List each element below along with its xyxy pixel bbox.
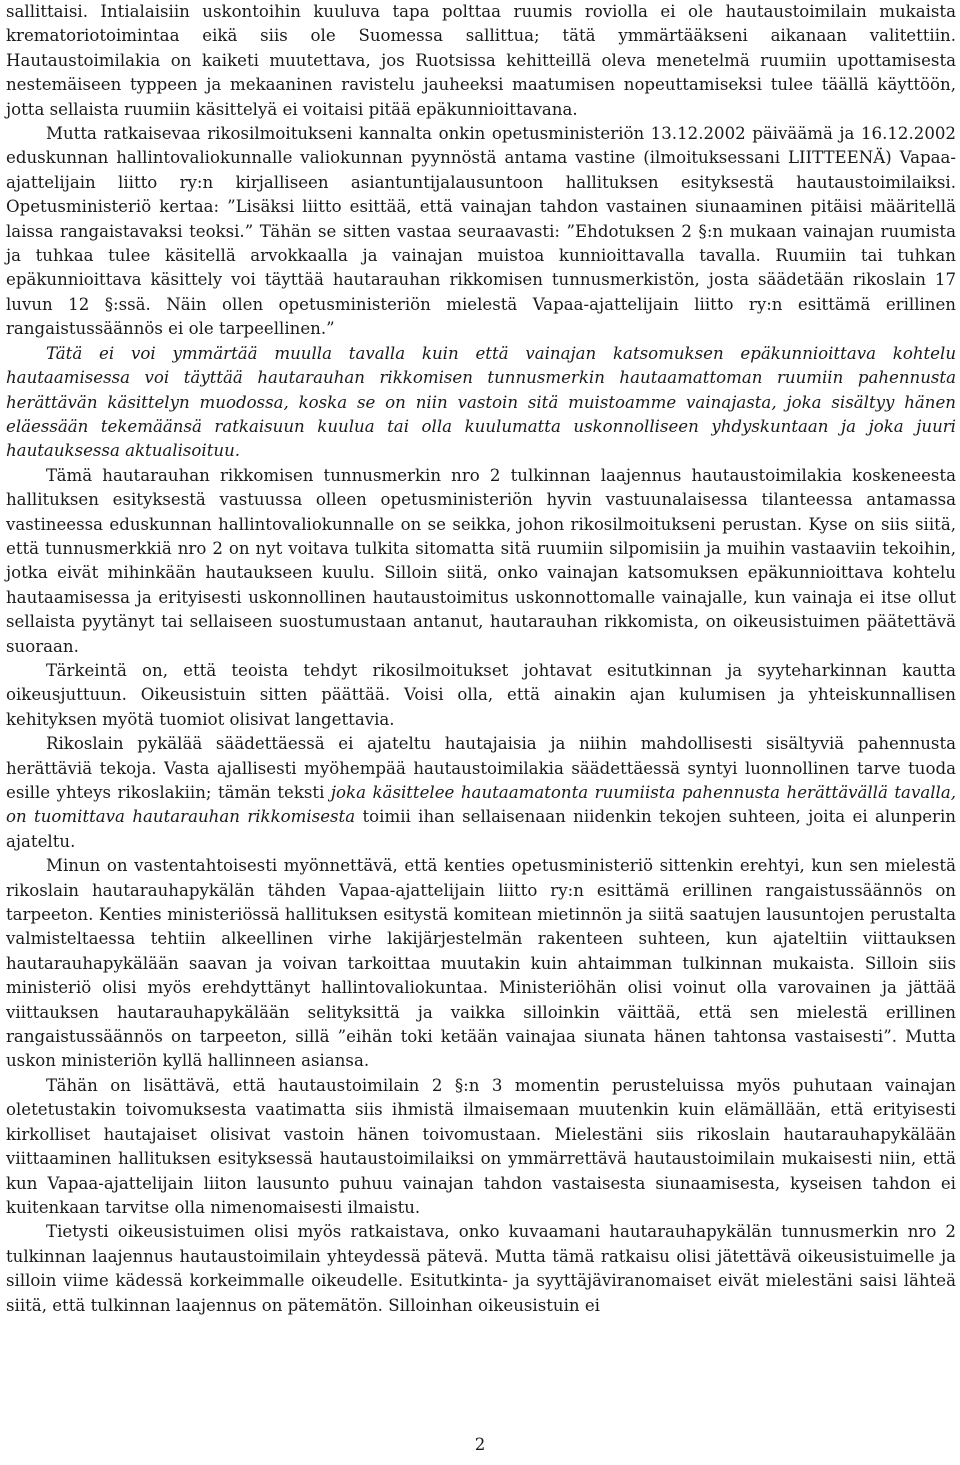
text-run: Mutta ratkaisevaa rikosilmoitukseni kannalta onkin opetusministeriön 13.12.2002 päiväämä ja 16.12.2002 eduskunnan hallintovaliokunnalle valiokunnan pyynnöstä antama vastine (ilmoituksessani LIITTEENÄ) Vapaa-ajattelijain liitto ry:n kirjalliseen asiantuntijalausuntoon hallituksen esityksestä hautaustoimilaiksi. Opetusministeriö kertaa: ”Lisäksi liitto esittää, että vainajan tahdon vastainen siunaaminen pitäisi määritellä laissa rangaistavaksi teoksi.” Tähän se sitten vastaa seuraavasti: ”Ehdotuksen 2 §:n mukaan vainajan ruumista ja tuhkaa tulee käsitellä arvokkaalla ja vainajan muistoa kunnioittavalla tavalla. Ruumiin tai tuhkan epäkunnioittava käsittely voi täyttää hautarauhan rikkomisen tunnusmerkistön, josta säädetään rikoslain 17 luvun 12 §:ssä. Näin ollen opetusministeriön mielestä Vapaa-ajattelijain liitto ry:n esittämä erillinen rangaistussäännös ei ole tarpeellinen.” <box>6 124 956 339</box>
text-run: Rikoslain pykälää säädettäessä ei ajateltu hautajaisia ja niihin mahdollisesti sisältyviä pahennusta herättäviä tekoja. Vasta ajallisesti myöhempää hautaustoimilakia säädettäessä syntyi luonnollinen tarve tuoda esille yhteys rikoslakiin; tämän teksti <box>6 734 956 802</box>
italic-text-run: joka käsittelee hautaamatonta ruumiista pahennusta herättävällä tavalla, on tuomittava hautarauhan rikkomisesta <box>6 783 956 827</box>
paragraph <box>6 854 956 1074</box>
text-run: Tärkeintä on, että teoista tehdyt rikosilmoitukset johtavat esitutkinnan ja syyteharkinnan kautta oikeusjuttuun. Oikeusistuin sitten päättää. Voisi olla, että ainakin ajan kulumisen ja yhteiskunnallisen kehityksen myötä tuomiot olisivat langettavia. <box>6 660 956 729</box>
page-number: 2 <box>474 1435 486 1454</box>
italic-text-run: Tätä ei voi ymmärtää muulla tavalla kuin että vainajan katsomuksen epäkunnioittava kohtelu hautaamisessa voi täyttää hautarauhan rikkomisen tunnusmerkin hautaamattoman ruumiin pahennusta herättävän käsittelyn muodossa, koska se on niin vastoin sitä muistoamme vainajasta, joka sisältyy hänen eläessään tekemäänsä ratkaisuun kuulua tai olla kuulumatta uskonnolliseen yhdyskuntaan ja joka juuri hautauksessa aktualisoituu. <box>6 343 956 461</box>
paragraph <box>6 0 956 122</box>
paragraph <box>6 732 956 854</box>
text-run: Minun on vastentahtoisesti myönnettävä, että kenties opetusministeriö sittenkin erehtyi, kun sen mielestä rikoslain hautarauhapykälän tähden Vapaa-ajattelijain liitto ry:n esittämä erillinen rangaistussäännös on tarpeeton. Kenties ministeriössä hallituksen esitystä komitean mietinnön ja siitä saatujen lausuntojen perustalta valmisteltaessa tehtiin alkeellinen virhe lakijärjestelmän rakenteen suhteen, kun ajateltiin viittauksen hautarauhapykälään saavan ja voivan tarkoittaa muutakin kuin ahtaimman tulkinnan mukaista. Silloin siis ministeriö olisi myös erehdyttänyt hallintovaliokuntaa. Ministeriöhän olisi voinut olla varovainen ja jättää viittauksen hautarauhapykälään selityksittä ja vaikka silloinkin väittää, että sen mielestä erillinen rangaistussäännös on tarpeeton, sillä ”eihän toki ketään vainajaa siunata hänen tahtonsa vastaisesti”. Mutta uskon ministeriön kyllä hallinneen asiansa. <box>6 856 956 1071</box>
paragraph <box>6 1074 956 1220</box>
text-run: Tämä hautarauhan rikkomisen tunnusmerkin nro 2 tulkinnan laajennus hautaustoimilakia koskeneesta hallituksen esityksestä vastuussa olleen opetusministeriön hyvin vastuunalaisessa tilanteessa antamassa vastineessa eduskunnan hallintovaliokunnalle on se seikka, johon rikosilmoitukseni perustan. Kyse on siis siitä, että tunnusmerkkiä nro 2 on nyt voitava tulkita sitomatta sitä ruumiin silpomisiin ja muihin vastaaviin tekoihin, jotka eivät mihinkään hautaukseen kuulu. Silloin siitä, onko vainajan katsomuksen epäkunnioittava kohtelu hautaamisessa ja erityisesti uskonnollinen hautaustoimitus uskonnottomalle vainajalle, kun vainaja ei itse ollut sellaista pyytänyt tai sellaiseen suostumustaan antanut, hautarauhan rikkomista, on oikeusistuimen päätettävä suoraan. <box>6 465 956 656</box>
paragraph <box>6 122 956 342</box>
document-body <box>6 0 956 1318</box>
paragraph <box>6 659 956 732</box>
paragraph <box>6 464 956 659</box>
text-run: Tietysti oikeusistuimen olisi myös ratkaistava, onko kuvaamani hautarauhapykälän tunnusmerkin nro 2 tulkinnan laajennus hautaustoimilain yhteydessä pätevä. Mutta tämä ratkaisu olisi jätettävä oikeusistuimelle ja silloin viime kädessä korkeimmalle oikeudelle. Esitutkinta- ja syyttäjäviranomaiset eivät mielestäni saisi lähteä siitä, että tulkinnan laajennus on pätemätön. Silloinhan oikeusistuin ei <box>6 1222 956 1315</box>
text-run: Tähän on lisättävä, että hautaustoimilain 2 §:n 3 momentin perusteluissa myös puhutaan vainajan oletetustakin toivomuksesta vaatimatta siis ihmistä ilmaisemaan muutenkin kuin elämällään, että erityisesti kirkolliset hautajaiset olisivat vastoin hänen toivomustaan. Mielestäni siis rikoslain hautarauhapykälään viittaaminen hallituksen esityksessä hautaustoimilaiksi on ymmärrettävä hautaustoimilain mukaisesti niin, että kun Vapaa-ajattelijain liiton lausunto puhuu vainajan tahdon vastaisesta siunaamisesta, kyseisen tahdon ei kuitenkaan tarvitse olla nimenomaisesti ilmaistu. <box>6 1075 956 1217</box>
text-run: sallittaisi. Intialaisiin uskontoihin kuuluva tapa polttaa ruumis roviolla ei ole hautaustoimilain mukaista krematoriotoimintaa eikä siis ole Suomessa sallittua; tätä ymmärtääkseni aikanaan valitettiin. Hautaustoimilakia on kaiketi muutettava, jos Ruotsissa kehitteillä oleva menetelmä ruumiin upottamisesta nestemäiseen typpeen ja mekaaninen ravistelu jauheeksi maatumisen nopeuttamiseksi tulee täällä käyttöön, jotta sellaista ruumiin käsittelyä ei voitaisi pitää epäkunnioittavana. <box>6 2 956 119</box>
paragraph <box>6 342 956 464</box>
text-run: toimii ihan sellaisenaan niidenkin tekojen suhteen, joita ei alunperin ajateltu. <box>6 807 956 851</box>
paragraph <box>6 1220 956 1318</box>
